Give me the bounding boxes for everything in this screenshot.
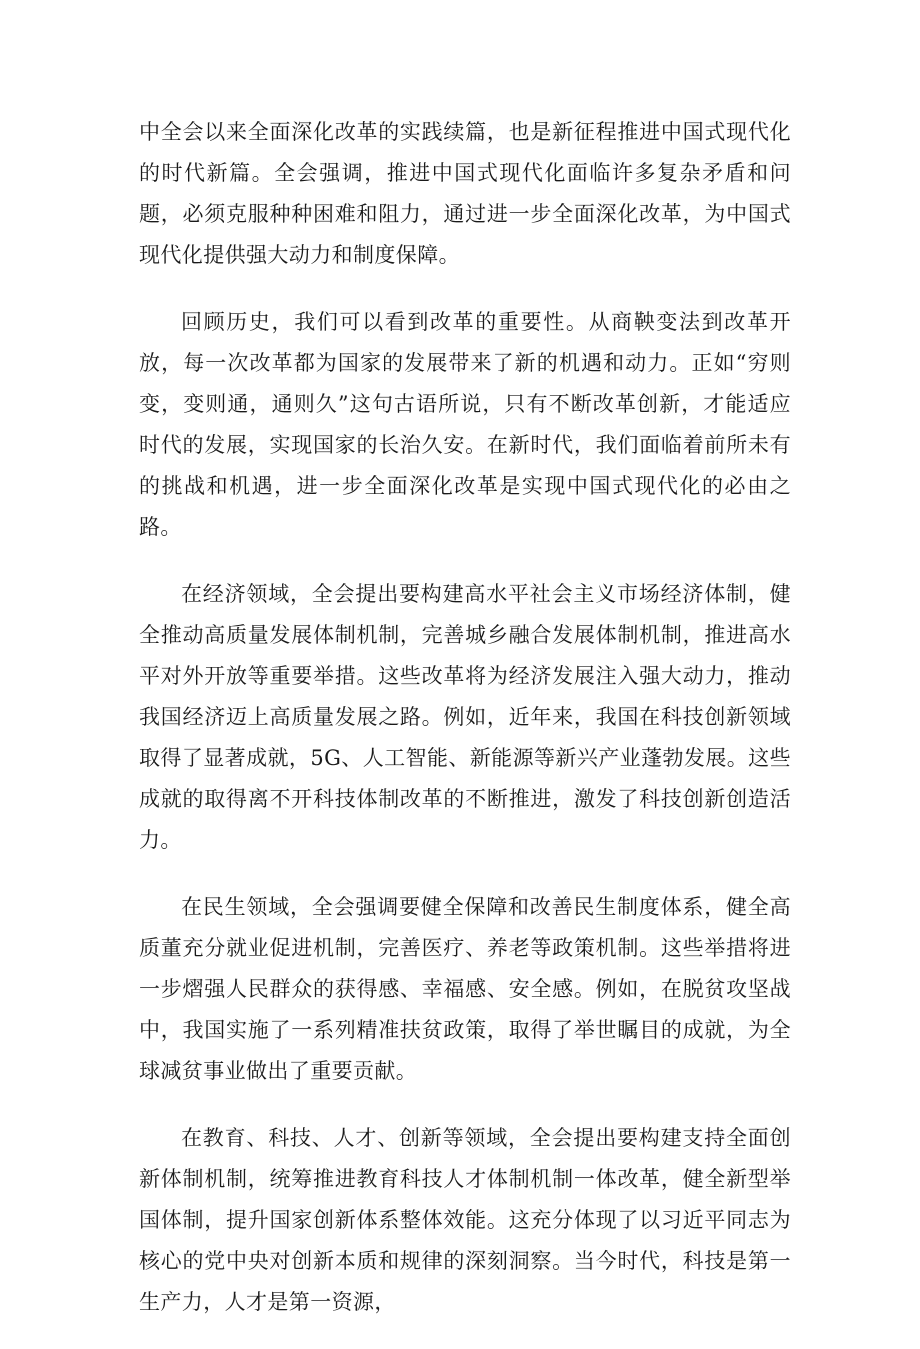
document-body: [139, 112, 791, 1349]
paragraph-3: 在经济领域，全会提出要构建高水平社会主义市场经济体制，健全推动高质量发展体制机制，完善城乡融合发展体制机制，推进高水平对外开放等重要举措。这些改革将为经济发展注入强大动力，推动我国经济迈上高质量发展之路。例如，近年来，我国在科技创新领域取得了显著成就，5G、人工智能、新能源等新兴产业蓬勃发展。这些成就的取得离不开科技体制改革的不断推进，激发了科技创新创造活力。: [139, 582, 791, 852]
paragraph-4: 在民生领域，全会强调要健全保障和改善民生制度体系，健全高质董充分就业促进机制，完善医疗、养老等政策机制。这些举措将进一步熠强人民群众的获得感、幸福感、安全感。例如，在脱贫攻坚战中，我国实施了一系列精准扶贫政策，取得了举世瞩目的成就，为全球减贫事业做出了重要贡献。: [139, 895, 791, 1083]
paragraph-2: 回顾历史，我们可以看到改革的重要性。从商鞅变法到改革开放，每一次改革都为国家的发展带来了新的机遇和动力。正如“穷则变，变则通，通则久”这句古语所说，只有不断改革创新，才能适应时代的发展，实现国家的长治久安。在新时代，我们面临着前所未有的挑战和机遇，进一步全面深化改革是实现中国式现代化的必由之路。: [139, 310, 791, 539]
paragraph-1: 中全会以来全面深化改革的实践续篇，也是新征程推进中国式现代化的时代新篇。全会强调，推进中国式现代化面临许多复杂矛盾和问题，必须克服种种困难和阻力，通过进一步全面深化改革，为中国式现代化提供强大动力和制度保障。: [139, 120, 791, 267]
paragraph-5: 在教育、科技、人才、创新等领域，全会提出要构建支持全面创新体制机制，统筹推进教育科技人才体制机制一体改革，健全新型举国体制，提升国家创新体系整体效能。这充分体现了以习近平同志为核心的党中央对创新本质和规律的深刻洞察。当今时代，科技是第一生产力，人才是第一资源，: [139, 1126, 791, 1314]
